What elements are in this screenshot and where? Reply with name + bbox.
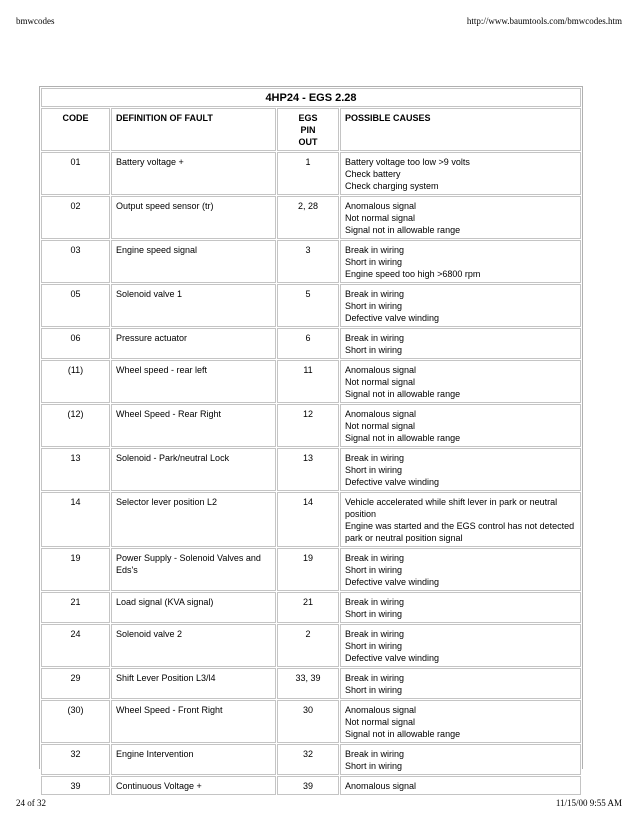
fault-code-cell: 05 [41, 284, 110, 327]
egs-pin-cell: 32 [277, 744, 339, 775]
possible-causes-cell [340, 196, 581, 239]
fault-code-cell: 29 [41, 668, 110, 699]
table-row [41, 700, 581, 743]
egs-pin-cell: 33, 39 [277, 668, 339, 699]
fault-definition-cell: Shift Lever Position L3/l4 [111, 668, 276, 699]
cause-line: Not normal signal [345, 421, 416, 431]
cause-line: Anomalous signal [345, 705, 417, 715]
fault-code-cell: 14 [41, 492, 110, 547]
fault-code-cell: 24 [41, 624, 110, 667]
cause-line: Short in wiring [345, 565, 403, 575]
cause-line: Short in wiring [345, 301, 403, 311]
cause-line: Break in wiring [345, 629, 405, 639]
cause-line: Defective valve winding [345, 313, 440, 323]
possible-causes-cell [340, 492, 581, 547]
table-row [41, 548, 581, 591]
possible-causes-cell [340, 624, 581, 667]
egs-pin-cell: 2, 28 [277, 196, 339, 239]
cause-line: Short in wiring [345, 257, 403, 267]
cause-line: Engine was started and the EGS control has not detected park or neutral position signal [345, 521, 575, 543]
fault-code-cell: 02 [41, 196, 110, 239]
fault-definition-cell: Wheel Speed - Front Right [111, 700, 276, 743]
fault-code-cell: 01 [41, 152, 110, 195]
fault-definition-cell: Continuous Voltage + [111, 776, 276, 795]
fault-code-cell: (30) [41, 700, 110, 743]
fault-definition-cell: Battery voltage + [111, 152, 276, 195]
fault-code-table [40, 87, 582, 796]
fault-definition-cell: Wheel Speed - Rear Right [111, 404, 276, 447]
possible-causes-cell [340, 776, 581, 795]
egs-pin-cell: 11 [277, 360, 339, 403]
fault-code-cell: 06 [41, 328, 110, 359]
page-header-left: bmwcodes [16, 16, 55, 26]
print-timestamp: 11/15/00 9:55 AM [555, 798, 622, 808]
fault-definition-cell: Load signal (KVA signal) [111, 592, 276, 623]
cause-line: Break in wiring [345, 245, 405, 255]
table-row [41, 668, 581, 699]
page-counter: 24 of 32 [16, 798, 46, 808]
fault-code-cell: (11) [41, 360, 110, 403]
fault-code-cell: 19 [41, 548, 110, 591]
fault-definition-cell: Wheel speed - rear left [111, 360, 276, 403]
cause-line: Break in wiring [345, 673, 405, 683]
table-row [41, 624, 581, 667]
possible-causes-cell [340, 404, 581, 447]
possible-causes-cell [340, 448, 581, 491]
egs-pin-cell: 19 [277, 548, 339, 591]
cause-line: Short in wiring [345, 609, 403, 619]
fault-definition-cell: Engine Intervention [111, 744, 276, 775]
cause-line: Check battery [345, 169, 401, 179]
cause-line: Anomalous signal [345, 201, 417, 211]
cause-line: Anomalous signal [345, 409, 417, 419]
egs-pin-cell: 13 [277, 448, 339, 491]
table-row [41, 448, 581, 491]
cause-line: Anomalous signal [345, 781, 417, 791]
fault-code-cell: (12) [41, 404, 110, 447]
fault-code-table-container [39, 86, 583, 791]
egs-pin-cell: 3 [277, 240, 339, 283]
table-row [41, 284, 581, 327]
fault-definition-cell: Selector lever position L2 [111, 492, 276, 547]
table-row [41, 196, 581, 239]
possible-causes-cell [340, 744, 581, 775]
possible-causes-cell [340, 360, 581, 403]
possible-causes-cell [340, 328, 581, 359]
egs-pin-cell: 14 [277, 492, 339, 547]
cause-line: Vehicle accelerated while shift lever in park or neutral position [345, 497, 558, 519]
cause-line: Defective valve winding [345, 577, 440, 587]
cause-line: Break in wiring [345, 749, 405, 759]
cause-line: Short in wiring [345, 465, 403, 475]
egs-pin-cell: 21 [277, 592, 339, 623]
egs-pin-cell: 30 [277, 700, 339, 743]
table-row [41, 592, 581, 623]
column-header-code: CODE [41, 108, 110, 151]
cause-line: Not normal signal [345, 213, 416, 223]
cause-line: Not normal signal [345, 717, 416, 727]
cause-line: Signal not in allowable range [345, 225, 461, 235]
cause-line: Break in wiring [345, 333, 405, 343]
header-row [41, 108, 581, 151]
cause-line: Signal not in allowable range [345, 729, 461, 739]
table-row [41, 328, 581, 359]
possible-causes-cell [340, 668, 581, 699]
table-title: 4HP24 - EGS 2.28 [41, 88, 581, 107]
cause-line: Anomalous signal [345, 365, 417, 375]
table-row [41, 360, 581, 403]
cause-line: Signal not in allowable range [345, 389, 461, 399]
fault-code-cell: 39 [41, 776, 110, 795]
egs-pin-cell: 12 [277, 404, 339, 447]
possible-causes-cell [340, 284, 581, 327]
column-header-definition: DEFINITION OF FAULT [111, 108, 276, 151]
pin-header-line: PIN [300, 125, 316, 135]
cause-line: Check charging system [345, 181, 439, 191]
page-header-url: http://www.baumtools.com/bmwcodes.htm [466, 16, 622, 26]
table-body [41, 152, 581, 795]
fault-definition-cell: Solenoid - Park/neutral Lock [111, 448, 276, 491]
possible-causes-cell [340, 548, 581, 591]
possible-causes-cell [340, 592, 581, 623]
pin-header-line: EGS [298, 113, 318, 123]
cause-line: Short in wiring [345, 345, 403, 355]
fault-definition-cell: Output speed sensor (tr) [111, 196, 276, 239]
egs-pin-cell: 6 [277, 328, 339, 359]
table-row [41, 240, 581, 283]
cause-line: Break in wiring [345, 453, 405, 463]
fault-code-cell: 03 [41, 240, 110, 283]
cause-line: Battery voltage too low >9 volts [345, 157, 470, 167]
egs-pin-cell: 1 [277, 152, 339, 195]
fault-definition-cell: Power Supply - Solenoid Valves and Eds's [111, 548, 276, 591]
cause-line: Defective valve winding [345, 477, 440, 487]
fault-definition-cell: Solenoid valve 2 [111, 624, 276, 667]
fault-code-cell: 32 [41, 744, 110, 775]
table-row [41, 744, 581, 775]
possible-causes-cell [340, 700, 581, 743]
fault-definition-cell: Solenoid valve 1 [111, 284, 276, 327]
fault-code-cell: 13 [41, 448, 110, 491]
table-row [41, 492, 581, 547]
cause-line: Break in wiring [345, 597, 405, 607]
possible-causes-cell [340, 152, 581, 195]
cause-line: Short in wiring [345, 685, 403, 695]
cause-line: Break in wiring [345, 553, 405, 563]
cause-line: Short in wiring [345, 761, 403, 771]
pin-header-line: OUT [298, 137, 318, 147]
table-row [41, 404, 581, 447]
egs-pin-cell: 39 [277, 776, 339, 795]
cause-line: Not normal signal [345, 377, 416, 387]
fault-code-cell: 21 [41, 592, 110, 623]
egs-pin-cell: 5 [277, 284, 339, 327]
cause-line: Engine speed too high >6800 rpm [345, 269, 481, 279]
cause-line: Defective valve winding [345, 653, 440, 663]
fault-definition-cell: Engine speed signal [111, 240, 276, 283]
table-row [41, 776, 581, 795]
egs-pin-cell: 2 [277, 624, 339, 667]
cause-line: Break in wiring [345, 289, 405, 299]
column-header-causes: POSSIBLE CAUSES [340, 108, 581, 151]
fault-definition-cell: Pressure actuator [111, 328, 276, 359]
possible-causes-cell [340, 240, 581, 283]
cause-line: Short in wiring [345, 641, 403, 651]
table-row [41, 152, 581, 195]
column-header-pin [277, 108, 339, 151]
cause-line: Signal not in allowable range [345, 433, 461, 443]
